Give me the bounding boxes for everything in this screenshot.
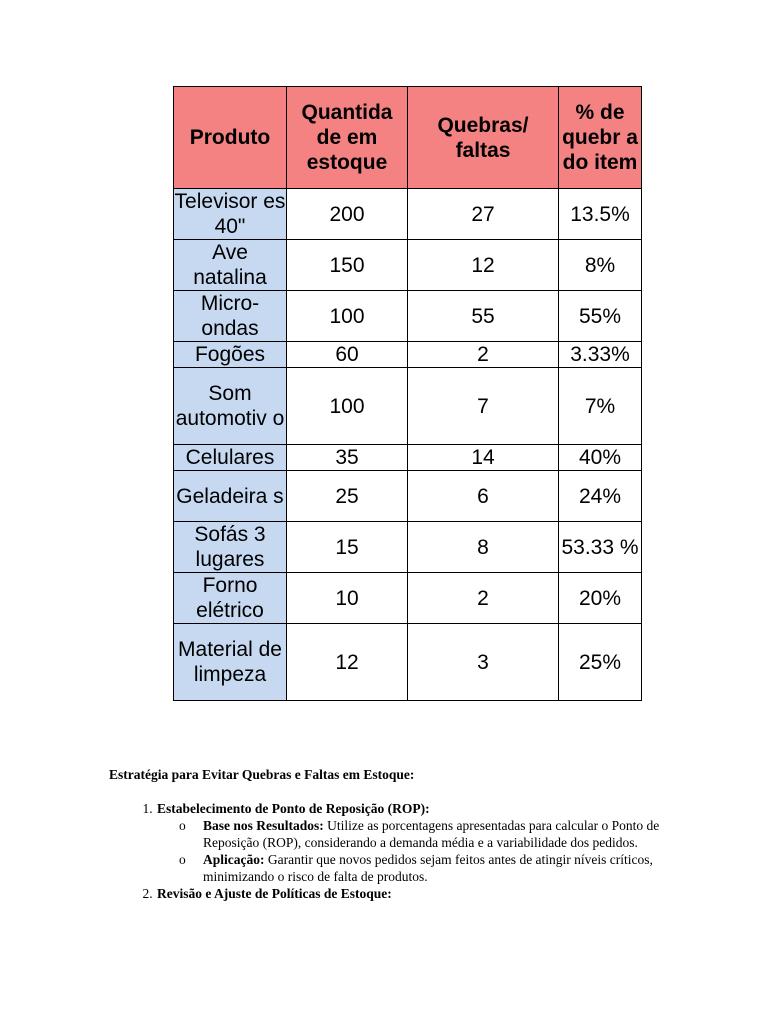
cell-produto: Forno elétrico: [174, 573, 287, 624]
cell-percentual: 8%: [559, 240, 642, 291]
cell-percentual: 53.33 %: [559, 522, 642, 573]
cell-quebras: 14: [408, 445, 559, 471]
header-produto: Produto: [174, 87, 287, 189]
cell-produto: Geladeira s: [174, 471, 287, 522]
table-row: [174, 368, 642, 445]
cell-produto: Fogões: [174, 342, 287, 368]
table-row: [174, 573, 642, 624]
strategy-subitem-list: [157, 817, 669, 885]
table-row: [174, 445, 642, 471]
subitem-text: Garantir que novos pedidos sejam feitos antes de atingir níveis críticos, minimizando o risco de falta de produtos.: [203, 852, 653, 884]
cell-quantidade: 60: [287, 342, 408, 368]
cell-percentual: 24%: [559, 471, 642, 522]
header-quantidade: Quantida de em estoque: [287, 87, 408, 189]
cell-quantidade: 150: [287, 240, 408, 291]
cell-produto: Micro- ondas: [174, 291, 287, 342]
cell-percentual: 40%: [559, 445, 642, 471]
cell-quantidade: 100: [287, 368, 408, 445]
table-row: [174, 291, 642, 342]
cell-percentual: 7%: [559, 368, 642, 445]
cell-quebras: 12: [408, 240, 559, 291]
cell-produto: Celulares: [174, 445, 287, 471]
strategy-item: [156, 800, 669, 885]
header-quebras: Quebras/ faltas: [408, 87, 559, 189]
table-row: [174, 342, 642, 368]
cell-quebras: 2: [408, 573, 559, 624]
cell-produto: Sofás 3 lugares: [174, 522, 287, 573]
cell-quantidade: 10: [287, 573, 408, 624]
strategy-list: [109, 800, 669, 902]
table-row: [174, 522, 642, 573]
cell-quantidade: 35: [287, 445, 408, 471]
cell-quebras: 2: [408, 342, 559, 368]
cell-quebras: 8: [408, 522, 559, 573]
strategy-subitem: [179, 851, 669, 885]
cell-quebras: 6: [408, 471, 559, 522]
cell-percentual: 13.5%: [559, 189, 642, 240]
strategy-item-heading: Estabelecimento de Ponto de Reposição (ROP):: [157, 801, 430, 816]
cell-quantidade: 25: [287, 471, 408, 522]
cell-quantidade: 100: [287, 291, 408, 342]
cell-quebras: 3: [408, 624, 559, 701]
header-percentual: % de quebr a do item: [559, 87, 642, 189]
cell-quebras: 27: [408, 189, 559, 240]
strategy-subitem: [179, 817, 669, 851]
subitem-label: Base nos Resultados:: [203, 818, 324, 833]
cell-percentual: 25%: [559, 624, 642, 701]
cell-percentual: 3.33%: [559, 342, 642, 368]
cell-quebras: 7: [408, 368, 559, 445]
cell-produto: Ave natalina: [174, 240, 287, 291]
cell-produto: Som automotiv o: [174, 368, 287, 445]
cell-quantidade: 15: [287, 522, 408, 573]
cell-quantidade: 12: [287, 624, 408, 701]
table-row: [174, 189, 642, 240]
cell-quebras: 55: [408, 291, 559, 342]
circle-bullet-icon: o: [179, 852, 186, 867]
circle-bullet-icon: o: [179, 818, 186, 833]
cell-quantidade: 200: [287, 189, 408, 240]
strategy-section: [109, 766, 669, 902]
table-body: [174, 189, 642, 701]
table-row: [174, 240, 642, 291]
table-row: [174, 471, 642, 522]
cell-produto: Televisor es 40": [174, 190, 286, 238]
cell-percentual: 20%: [559, 573, 642, 624]
strategy-item-heading: Revisão e Ajuste de Políticas de Estoque:: [157, 886, 392, 901]
subitem-text: Utilize as porcentagens apresentadas para calcular o Ponto de Reposição (ROP), considerando a demanda média e a variabilidade dos pedidos.: [203, 818, 660, 850]
table-row: [174, 624, 642, 701]
subitem-label: Aplicação:: [203, 852, 265, 867]
strategy-title: Estratégia para Evitar Quebras e Faltas em Estoque:: [109, 767, 415, 782]
stock-table: [173, 86, 642, 701]
cell-percentual: 55%: [559, 291, 642, 342]
strategy-item: [156, 885, 669, 902]
table-header-row: [174, 87, 642, 189]
cell-produto: Material de limpeza: [174, 624, 287, 701]
